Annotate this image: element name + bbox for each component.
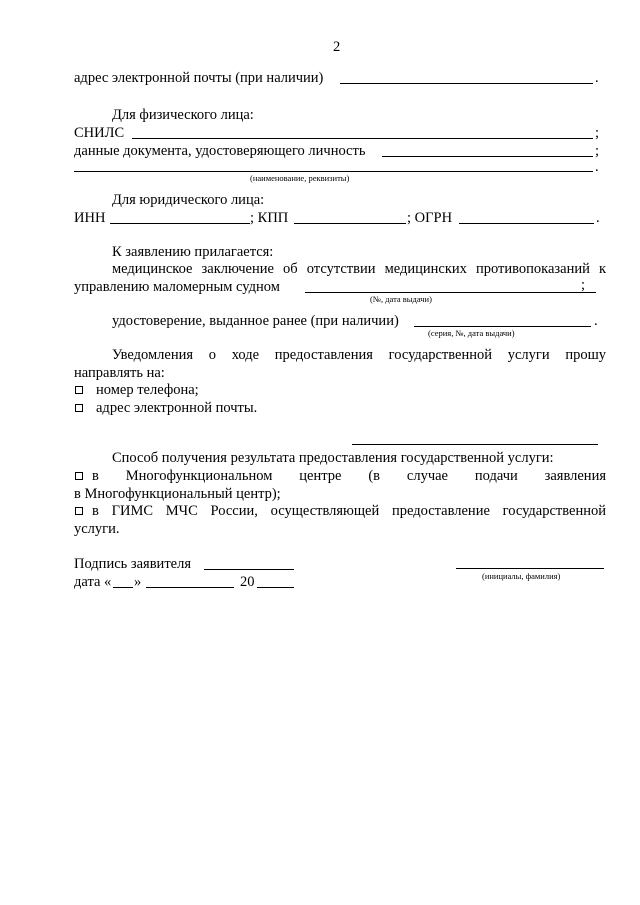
inn-label: ИНН	[74, 210, 106, 226]
medical-end-mark: ;	[581, 277, 586, 293]
signature-field-line[interactable]	[204, 569, 294, 570]
initials-caption: (инициалы, фамилия)	[482, 571, 561, 581]
signature-label: Подпись заявителя	[74, 556, 191, 572]
receipt-heading: Способ получения результата предоставления государственной услуги:	[112, 450, 554, 466]
snils-label: СНИЛС	[74, 125, 125, 141]
individual-heading: Для физического лица:	[112, 107, 254, 123]
attachments-heading: К заявлению прилагается:	[112, 244, 274, 260]
notifications-text-line1: Уведомления о ходе предоставления государственной услуги прошу	[112, 347, 606, 363]
id-document-caption: (наименование, реквизиты)	[250, 173, 350, 183]
initials-field-line[interactable]	[456, 568, 604, 569]
certificate-label: удостоверение, выданное ранее (при наличии)	[112, 313, 399, 329]
medical-field-line[interactable]	[305, 292, 596, 293]
gims-option-line1: в ГИМС МЧС России, осуществляющей предоставление государственной	[92, 503, 606, 519]
medical-text-line1: медицинское заключение об отсутствии медицинских противопоказаний к	[112, 261, 606, 277]
snils-field-line[interactable]	[132, 138, 593, 139]
phone-checkbox[interactable]	[75, 386, 83, 394]
id-document-end-mark: ;	[595, 143, 600, 159]
date-year-line[interactable]	[257, 587, 294, 588]
id-document-field-line[interactable]	[382, 156, 593, 157]
email-option-label: адрес электронной почты.	[96, 400, 258, 416]
receipt-blank-line[interactable]	[352, 444, 598, 445]
date-day-line[interactable]	[113, 587, 133, 588]
id-document-details-end-mark: .	[595, 159, 599, 175]
notifications-text-line2: направлять на:	[74, 365, 165, 381]
kpp-label: ; КПП	[250, 210, 289, 226]
date-prefix: дата «	[74, 574, 112, 590]
id-document-details-line[interactable]	[74, 171, 593, 172]
ogrn-label: ; ОГРН	[407, 210, 453, 226]
kpp-field-line[interactable]	[294, 223, 406, 224]
ogrn-end-mark: .	[596, 210, 600, 226]
mfc-option-line2: в Многофункциональный центр);	[74, 486, 281, 502]
ogrn-field-line[interactable]	[459, 223, 594, 224]
date-quote-close: »	[134, 574, 142, 590]
mfc-option-line1: в Многофункциональном центре (в случае подачи заявления	[92, 468, 606, 484]
page-number: 2	[333, 39, 341, 55]
email-field-line[interactable]	[340, 83, 593, 84]
email-label: адрес электронной почты (при наличии)	[74, 70, 324, 86]
inn-field-line[interactable]	[110, 223, 250, 224]
certificate-end-mark: .	[594, 313, 598, 329]
id-document-label: данные документа, удостоверяющего личность	[74, 143, 366, 159]
date-month-line[interactable]	[146, 587, 234, 588]
legal-heading: Для юридического лица:	[112, 192, 265, 208]
date-year-prefix: 20	[240, 574, 255, 590]
certificate-field-line[interactable]	[414, 326, 591, 327]
gims-checkbox[interactable]	[75, 507, 83, 515]
email-checkbox[interactable]	[75, 404, 83, 412]
email-end-mark: .	[595, 70, 599, 86]
certificate-caption: (серия, №, дата выдачи)	[428, 328, 515, 338]
snils-end-mark: ;	[595, 125, 600, 141]
phone-option-label: номер телефона;	[96, 382, 199, 398]
medical-text-line2: управлению маломерным судном	[74, 279, 280, 295]
gims-option-line2: услуги.	[74, 521, 120, 537]
medical-caption: (№, дата выдачи)	[370, 294, 432, 304]
mfc-checkbox[interactable]	[75, 472, 83, 480]
